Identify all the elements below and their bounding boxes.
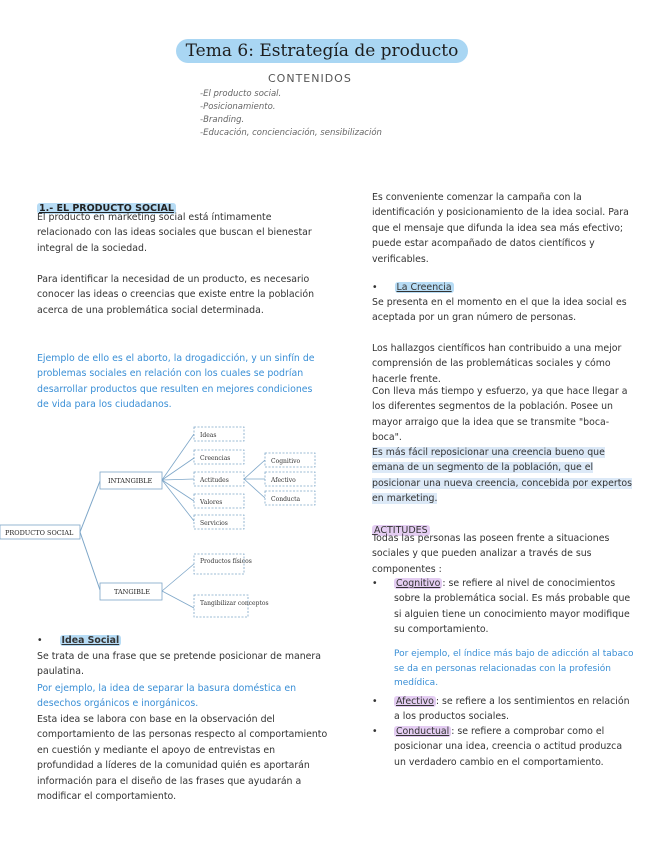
component-cognitivo — [372, 576, 634, 638]
diagram-root-label: PRODUCTO SOCIAL — [5, 529, 74, 537]
paragraph-campaign: Es conveniente comenzar la campaña con la identificación y posicionamiento de la idea social. Para que el mensaje que difunda la idea sea más efectivo; puede estar acompañado de datos científicos y verificables. — [372, 192, 629, 265]
diagram-svg — [0, 418, 335, 630]
toc-item: -El producto social. — [200, 89, 282, 99]
afectivo-text: : se refiere a los sentimientos en relación a los productos sociales. — [394, 696, 630, 723]
toc-item: -Educación, concienciación, sensibilización — [200, 128, 382, 138]
contents-heading: CONTENIDOS — [268, 72, 352, 85]
conductual-label: Conductual — [396, 726, 450, 737]
actitudes-intro: Todas las personas las poseen frente a situaciones sociales y que pueden analizar a través de sus componentes : — [372, 533, 610, 575]
toc-item: -Branding. — [200, 115, 245, 125]
component-afectivo — [372, 694, 634, 725]
connector — [244, 479, 265, 498]
section-heading: 1.- EL PRODUCTO SOCIAL — [39, 203, 174, 214]
bullet-dot: • — [372, 578, 378, 589]
connector — [80, 481, 100, 532]
creencia-repositioning: Es más fácil reposicionar una creencia bueno que emana de un segmento de la población, que el posicionar una nueva creencia, concebida por expertos en marketing. — [372, 447, 632, 505]
page-title: Tema 6: Estrategía de producto — [176, 39, 468, 63]
connector — [162, 591, 194, 608]
conductual-text: : se refiere a comprobar como el posicionar una idea, creencia o actitud produzca un verdadero cambio en el comportamiento. — [394, 726, 623, 768]
connector — [80, 532, 100, 590]
connector — [244, 460, 265, 479]
product-diagram — [0, 418, 335, 630]
paragraph-intro: El producto en marketing social está íntimamente relacionado con las ideas sociales que buscan el bienestar integral de la sociedad. — [37, 212, 312, 254]
bullet-label: La Creencia — [396, 282, 452, 293]
cognitivo-label: Cognitivo — [396, 578, 441, 589]
connector — [162, 458, 194, 480]
table-of-contents — [200, 88, 382, 140]
diagram-item-cognitivo: Cognitivo — [271, 458, 301, 465]
bullet-idea-social — [37, 633, 121, 648]
creencia-effort: Con lleva más tiempo y esfuerzo, ya que hace llegar a los diferentes segmentos de la población. Posee un mayor arraigo que la idea que se transmite "boca-boca". — [372, 386, 628, 444]
afectivo-label: Afectivo — [396, 696, 434, 707]
bullet-dot: • — [372, 726, 378, 737]
idea-social-definition: Se trata de una frase que se pretende posicionar de manera paulatina. — [37, 651, 322, 678]
actitudes-heading: ACTITUDES — [374, 525, 428, 536]
bullet-label: Idea Social — [61, 635, 120, 646]
diagram-item-afectivo: Afectivo — [271, 477, 296, 484]
diagram-item-ideas: Ideas — [200, 432, 217, 439]
paragraph-need: Para identificar la necesidad de un producto, es necesario conocer las ideas o creencias que existe entre la población acerca de una problemática social determinada. — [37, 274, 315, 316]
diagram-intangible-label: INTANGIBLE — [108, 477, 153, 485]
connector — [162, 479, 194, 480]
bullet-dot: • — [37, 635, 43, 646]
diagram-item-conducta: Conducta — [271, 496, 301, 503]
cognitivo-example: Por ejemplo, el índice más bajo de adicción al tabaco se da en personas relacionadas con la profesión medídica. — [394, 649, 634, 688]
bullet-dot: • — [372, 282, 378, 293]
diagram-item-creencias: Creencias — [200, 455, 231, 462]
creencia-definition: Se presenta en el momento en el que la idea social es aceptada por un gran número de personas. — [372, 297, 627, 324]
bullet-creencia — [372, 280, 454, 295]
creencia-findings: Los hallazgos científicos han contribuido a una mejor comprensión de las problemáticas sociales y cómo hacerle frente. — [372, 343, 622, 385]
connector — [162, 564, 194, 591]
connector — [162, 480, 194, 501]
idea-social-example: Por ejemplo, la idea de separar la basura doméstica en desechos orgánicos e inorgánicos. — [37, 683, 297, 710]
component-conductual — [372, 724, 634, 770]
diagram-item-valores: Valores — [200, 499, 223, 506]
diagram-item-actitudes: Actitudes — [200, 477, 229, 484]
toc-item: -Posicionamiento. — [200, 102, 276, 112]
paragraph-example: Ejemplo de ello es el aborto, la drogadicción, y un sinfín de problemas sociales en relación con los cuales se podrían desarrollar productos que resulten en mejores condiciones de vida para los ciudadanos. — [37, 353, 315, 411]
connector — [162, 434, 194, 480]
cognitivo-text: : se refiere al nivel de conocimientos sobre la problemática social. Es más probable que si alguien tiene un conocimiento mayor modifique su comportamiento. — [394, 578, 631, 636]
connector — [162, 480, 194, 521]
bullet-dot: • — [372, 696, 378, 707]
diagram-item-servicios: Servicios — [200, 520, 228, 527]
diagram-tangible-label: TANGIBLE — [114, 588, 150, 596]
idea-social-process: Esta idea se labora con base en la observación del comportamiento de las personas respecto al comportamiento en cuestión y mediante el apoyo de entrevistas en profundidad a líderes de la comunidad quién es aportarán información para el diseño de las frases que ayudarán a modificar el comportamiento. — [37, 714, 328, 803]
diagram-item-productos: Productos físicos — [200, 558, 252, 565]
diagram-item-tangibilizar: Tangibilizar conceptos — [200, 600, 269, 607]
